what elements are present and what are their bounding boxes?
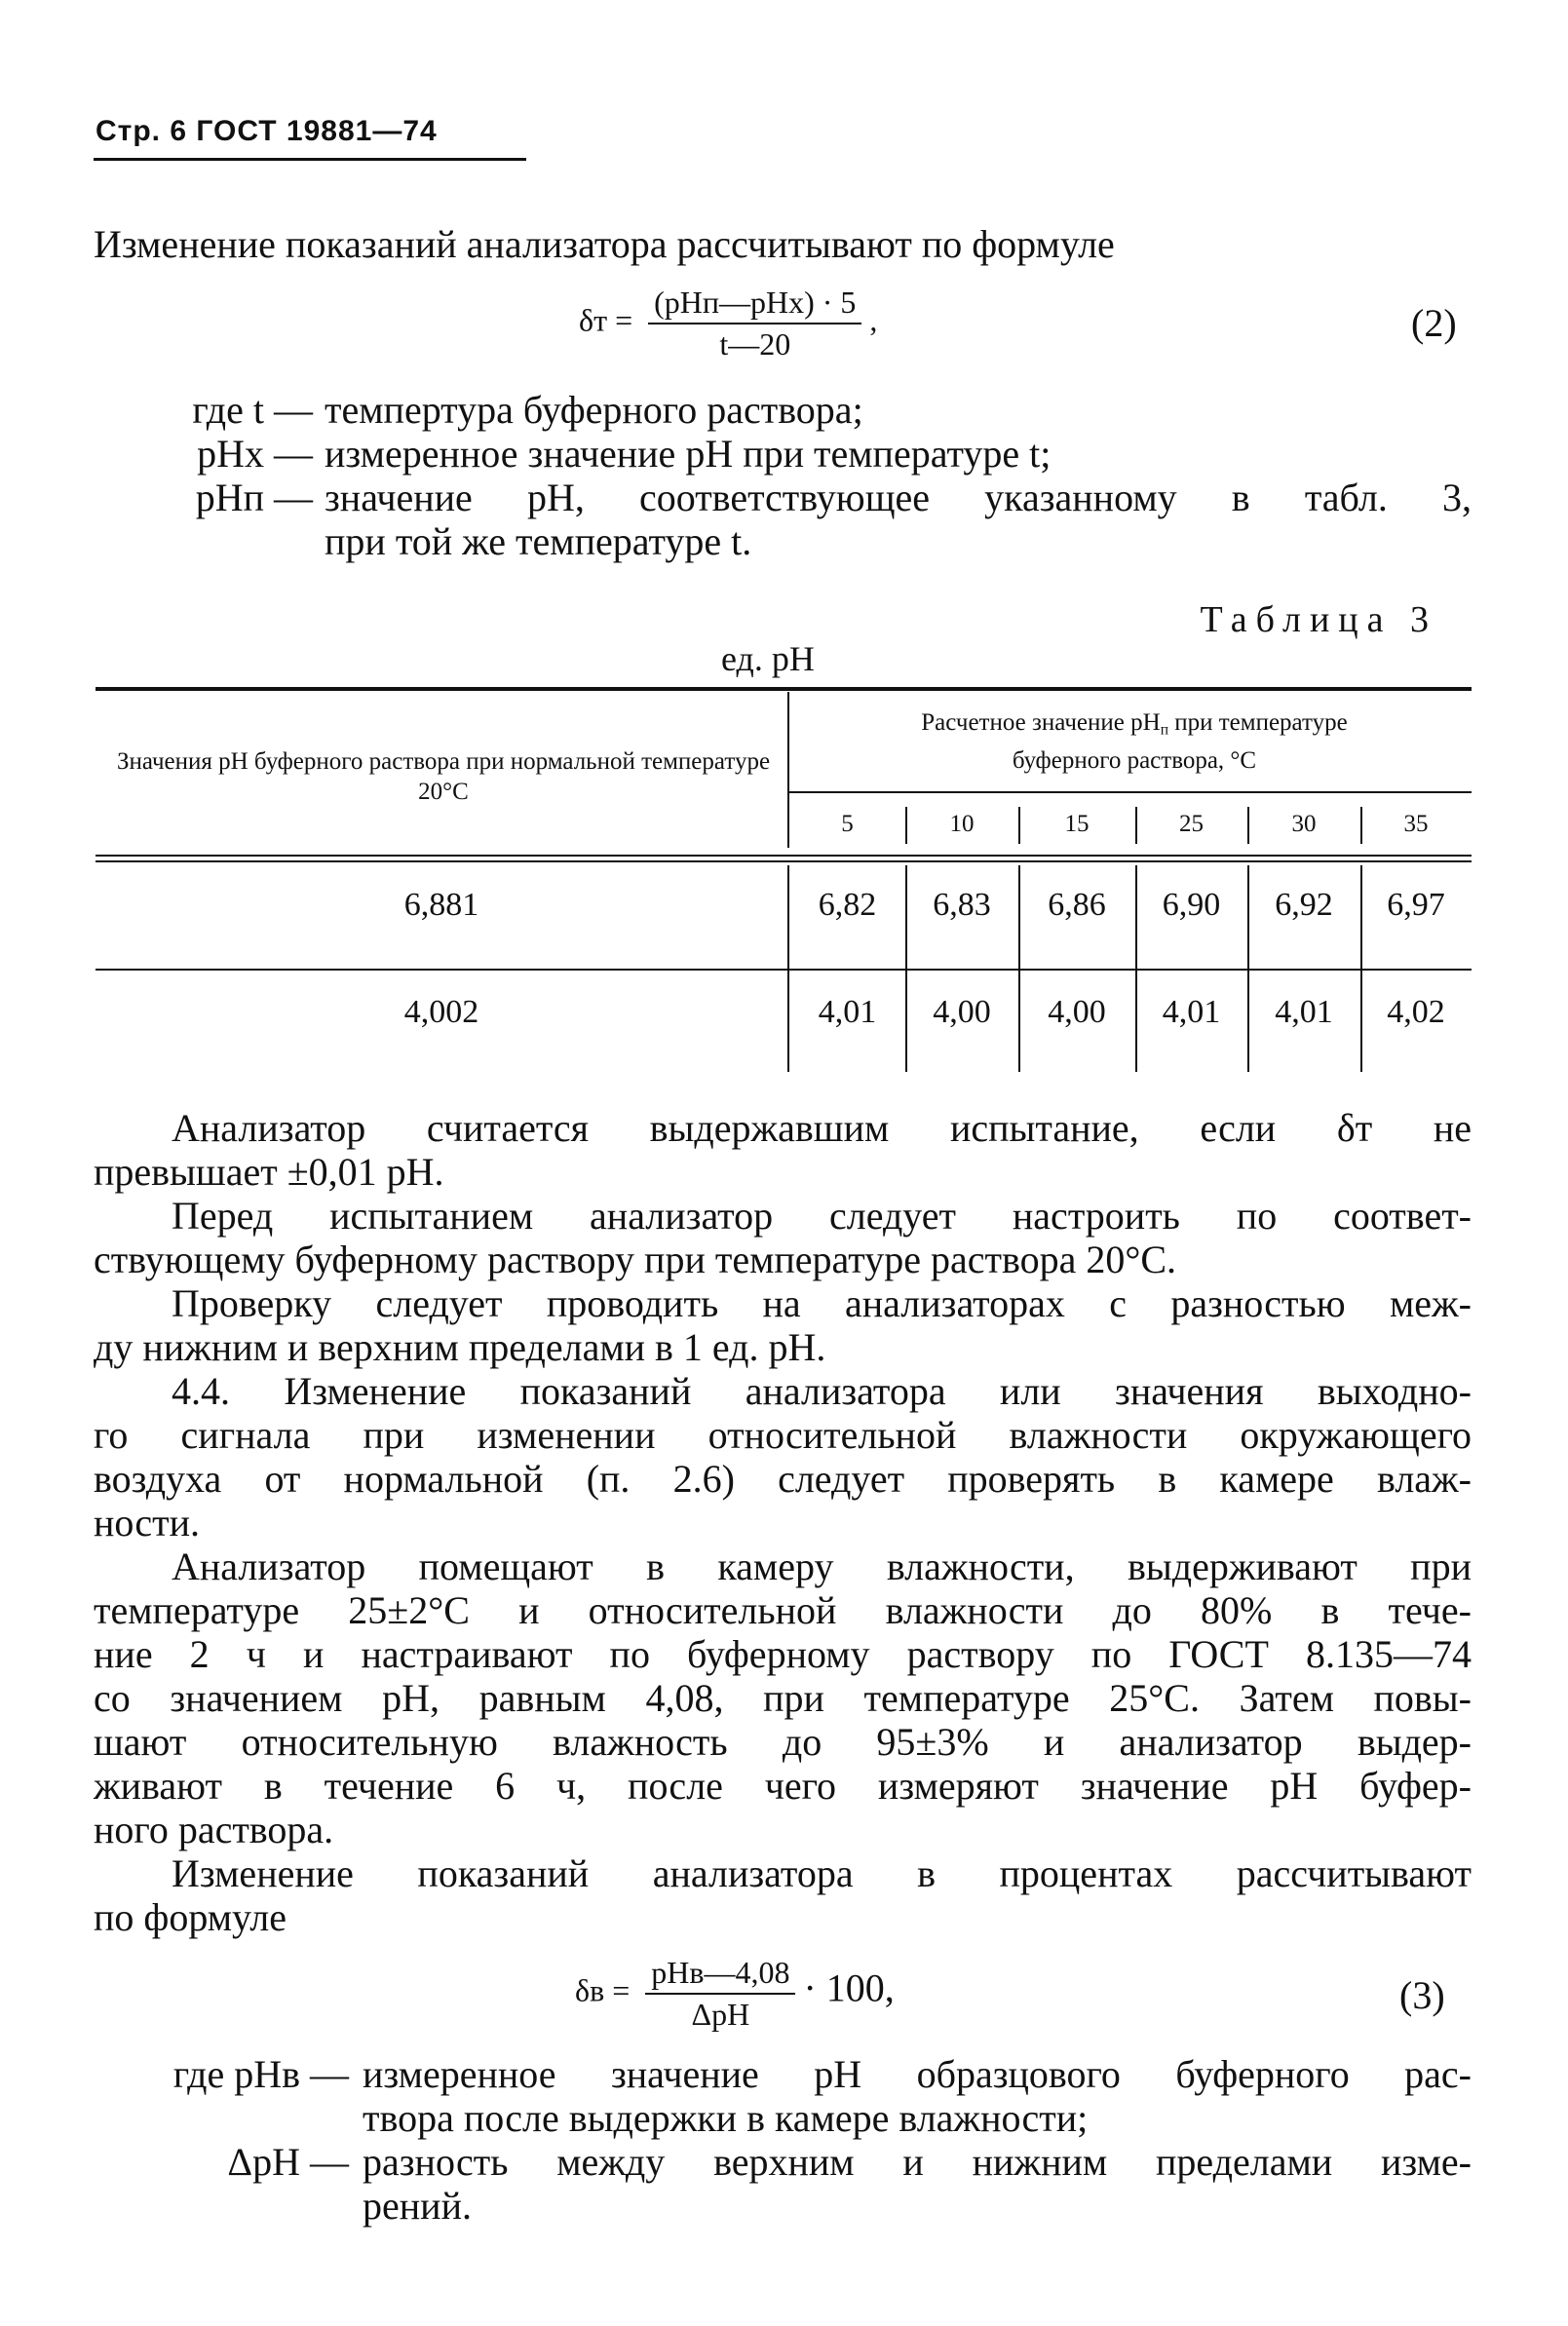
formula-2-fraction <box>648 285 861 362</box>
table-cell-value: 6,86 <box>1048 887 1106 923</box>
table-temperature-header: 15 <box>1064 811 1090 837</box>
definition-text: твора после выдержки в камере влажности; <box>363 2096 1089 2140</box>
definition-text: значение pH, соответствующее указанному в табл. 3, <box>325 476 1472 519</box>
table-temperature-divider <box>1360 807 1362 844</box>
formula-3-lhs: δв = <box>575 1972 631 2008</box>
paragraph-line: Проверку следует проводить на анализаторах с разностью меж- <box>172 1281 1472 1325</box>
table-temperature-header: 35 <box>1403 811 1429 837</box>
table-group-header-post: при температуре <box>1167 709 1348 736</box>
definition-text: темпертура буферного раствора; <box>325 388 863 432</box>
definition-text: рений. <box>363 2184 472 2228</box>
table-cell-nominal: 4,002 <box>403 994 479 1030</box>
table-cell-value: 6,83 <box>933 887 991 923</box>
definition-text: при той же температуре t. <box>325 519 752 563</box>
definition-text: измеренное значение pH при температуре t; <box>325 432 1052 476</box>
intro-paragraph: Изменение показаний анализатора рассчитывают по формуле <box>94 222 1115 266</box>
paragraph-line: ствующему буферному раствору при температуре раствора 20°C. <box>94 1238 1177 1281</box>
formula-2 <box>579 285 877 362</box>
table-cell-value: 6,82 <box>818 887 877 923</box>
definition-term: где pHв — <box>172 2052 349 2096</box>
paragraph-line: ности. <box>94 1501 201 1544</box>
table-body-col1-divider <box>787 865 789 1072</box>
table-header-double-rule-2 <box>96 860 1472 862</box>
formula-3-numerator: pHв—4,08 <box>645 1955 795 1995</box>
paragraph-line: со значением pH, равным 4,08, при температуре 25°C. Затем повы- <box>94 1676 1472 1720</box>
table-body-divider <box>1360 865 1362 1072</box>
table-units: ед. pH <box>721 639 815 678</box>
paragraph-line: Анализатор считается выдержавшим испытание, если δт не <box>172 1106 1472 1150</box>
table-cell-value: 4,02 <box>1387 994 1445 1030</box>
table-cell-value: 6,90 <box>1162 887 1221 923</box>
paragraph-line: Перед испытанием анализатор следует настроить по соответ- <box>172 1194 1472 1238</box>
table-top-rule <box>96 687 1472 691</box>
table-temperature-header: 25 <box>1179 811 1204 837</box>
table-cell-value: 6,92 <box>1275 887 1333 923</box>
formula-2-number: (2) <box>1411 301 1457 345</box>
formula-3-number: (3) <box>1399 1973 1445 2017</box>
table-temperature-divider <box>1018 807 1020 844</box>
page-header: Стр. 6 ГОСТ 19881—74 <box>96 115 438 147</box>
paragraph-line: Анализатор помещают в камеру влажности, выдерживают при <box>172 1544 1472 1588</box>
table-subheader-rule <box>787 791 1472 793</box>
definition-term: pHх — <box>197 432 313 476</box>
definition-term: где t — <box>192 388 313 432</box>
table-cell-value: 4,00 <box>933 994 991 1030</box>
table-group-header-pre: Расчетное значение pH <box>921 709 1161 736</box>
table-body-divider <box>1247 865 1249 1072</box>
table-title: Таблица 3 <box>1200 599 1437 640</box>
formula-3-suffix: · 100, <box>803 1965 895 2010</box>
table-group-header-line2: буферного раствора, °C <box>1012 746 1257 774</box>
table-group-header <box>797 707 1472 776</box>
formula-2-lhs: δт = <box>579 302 633 338</box>
definition-text: разность между верхним и нижним пределами изме- <box>363 2140 1472 2184</box>
header-rule <box>94 158 526 161</box>
paragraph-line: превышает ±0,01 pH. <box>94 1150 444 1194</box>
table-temperature-header: 10 <box>949 811 975 837</box>
table-header-double-rule-1 <box>96 855 1472 857</box>
table-row-rule <box>96 969 1472 971</box>
formula-2-suffix: , <box>869 302 878 338</box>
paragraph-line: ние 2 ч и настраивают по буферному раствору по ГОСТ 8.135—74 <box>94 1632 1472 1676</box>
table-group-header-sub: п <box>1160 721 1168 739</box>
formula-3 <box>575 1955 895 2033</box>
table-temperature-divider <box>1247 807 1249 844</box>
table-temperature-divider <box>1135 807 1137 844</box>
paragraph-line: шают относительную влажность до 95±3% и анализатор выдер- <box>94 1720 1472 1764</box>
table-cell-value: 6,97 <box>1387 887 1445 923</box>
formula-3-fraction <box>645 1955 795 2033</box>
table-cell-value: 4,01 <box>818 994 877 1030</box>
table-cell-value: 4,01 <box>1275 994 1333 1030</box>
formula-2-denominator: t—20 <box>719 326 791 362</box>
table-col1-header: Значения pH буферного раствора при нормальной температуре 20°C <box>116 748 771 805</box>
paragraph-line: го сигнала при изменении относительной влажности окружающего <box>94 1413 1472 1457</box>
table-temperature-divider <box>905 807 907 844</box>
table-cell-value: 4,00 <box>1048 994 1106 1030</box>
paragraph-line: живают в течение 6 ч, после чего измеряют значение pH буфер- <box>94 1764 1472 1808</box>
table-body-divider <box>905 865 907 1072</box>
table-temperature-header: 30 <box>1291 811 1317 837</box>
paragraph-line: воздуха от нормальной (п. 2.6) следует проверять в камере влаж- <box>94 1457 1472 1501</box>
formula-2-numerator: (pHп—pHх) · 5 <box>648 285 861 324</box>
table-body-divider <box>1018 865 1020 1072</box>
paragraph-line: 4.4. Изменение показаний анализатора или значения выходно- <box>172 1369 1472 1413</box>
paragraph-line: ду нижним и верхним пределами в 1 ед. pH. <box>94 1325 826 1369</box>
paragraph-line: ного раствора. <box>94 1808 334 1851</box>
paragraph-line: по формуле <box>94 1895 287 1939</box>
paragraph-line: Изменение показаний анализатора в процентах рассчитывают <box>172 1851 1472 1895</box>
table-cell-nominal: 6,881 <box>403 887 479 923</box>
definition-term: ΔpH — <box>227 2140 349 2184</box>
table-body-divider <box>1135 865 1137 1072</box>
paragraph-line: температуре 25±2°C и относительной влажности до 80% в тече- <box>94 1588 1472 1632</box>
table-temperature-header: 5 <box>841 811 854 837</box>
definition-term: pHп — <box>195 476 313 519</box>
formula-3-denominator: ΔpH <box>691 1997 750 2032</box>
table-cell-value: 4,01 <box>1162 994 1221 1030</box>
definition-text: измеренное значение pH образцового буферного рас- <box>363 2052 1472 2096</box>
